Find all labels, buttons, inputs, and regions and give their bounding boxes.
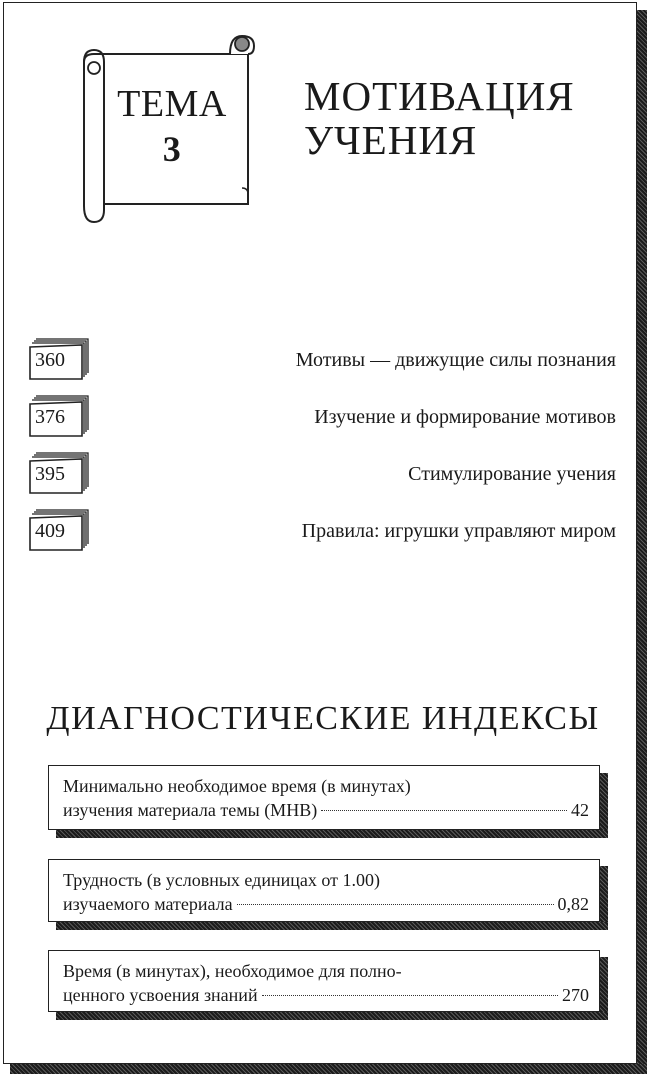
leader-dots — [237, 904, 554, 905]
toc-page-number: 409 — [35, 520, 65, 542]
page-shadow-right — [637, 10, 647, 1074]
diagnostic-box-difficulty — [48, 859, 600, 922]
toc-title: Правила: игрушки управляют миром — [301, 520, 616, 542]
chapter-title-line1: МОТИВАЦИЯ — [304, 73, 575, 119]
diagnostic-value: 42 — [571, 800, 589, 820]
chapter-title-line2: УЧЕНИЯ — [304, 117, 478, 163]
toc-page-number: 376 — [35, 406, 65, 428]
scroll-label: ТЕМА — [117, 83, 227, 125]
diagnostic-label-line2: изучения материала темы (МНВ) — [63, 800, 318, 820]
toc-item[interactable] — [28, 335, 616, 383]
toc-item[interactable] — [28, 449, 616, 497]
scroll-number: 3 — [162, 129, 182, 169]
page-shadow-bottom — [10, 1064, 647, 1074]
box-shadow — [56, 1012, 608, 1020]
box-shadow — [56, 830, 608, 838]
toc-title: Стимулирование учения — [408, 463, 616, 485]
toc-page-number: 395 — [35, 463, 65, 485]
leader-dots — [321, 810, 567, 811]
diagnostic-value: 0,82 — [557, 894, 589, 914]
diagnostic-label-line1: Время (в минутах), необходимое для полно- — [63, 961, 402, 981]
diagnostic-box-full-mastery — [48, 950, 600, 1012]
leader-dots — [262, 995, 558, 996]
box-shadow — [56, 922, 608, 930]
diagnostics-heading: ДИАГНОСТИЧЕСКИЕ ИНДЕКСЫ — [46, 700, 600, 737]
toc-item[interactable] — [28, 506, 616, 554]
box-shadow — [600, 773, 608, 838]
toc-item[interactable] — [28, 392, 616, 440]
toc-title: Мотивы — движущие силы познания — [295, 349, 616, 371]
toc-title: Изучение и формирование мотивов — [314, 406, 616, 428]
diagnostic-label-line2: изучаемого материала — [63, 894, 233, 914]
box-shadow — [600, 957, 608, 1020]
diagnostic-box-mnv — [48, 765, 600, 830]
box-shadow — [600, 866, 608, 929]
toc-page-number: 360 — [35, 349, 65, 371]
diagnostic-label-line1: Минимально необходимое время (в минутах) — [63, 776, 411, 796]
diagnostic-label-line1: Трудность (в условных единицах от 1.00) — [63, 870, 380, 890]
diagnostic-value: 270 — [562, 985, 589, 1005]
diagnostic-label-line2: ценного усвоения знаний — [63, 985, 258, 1005]
